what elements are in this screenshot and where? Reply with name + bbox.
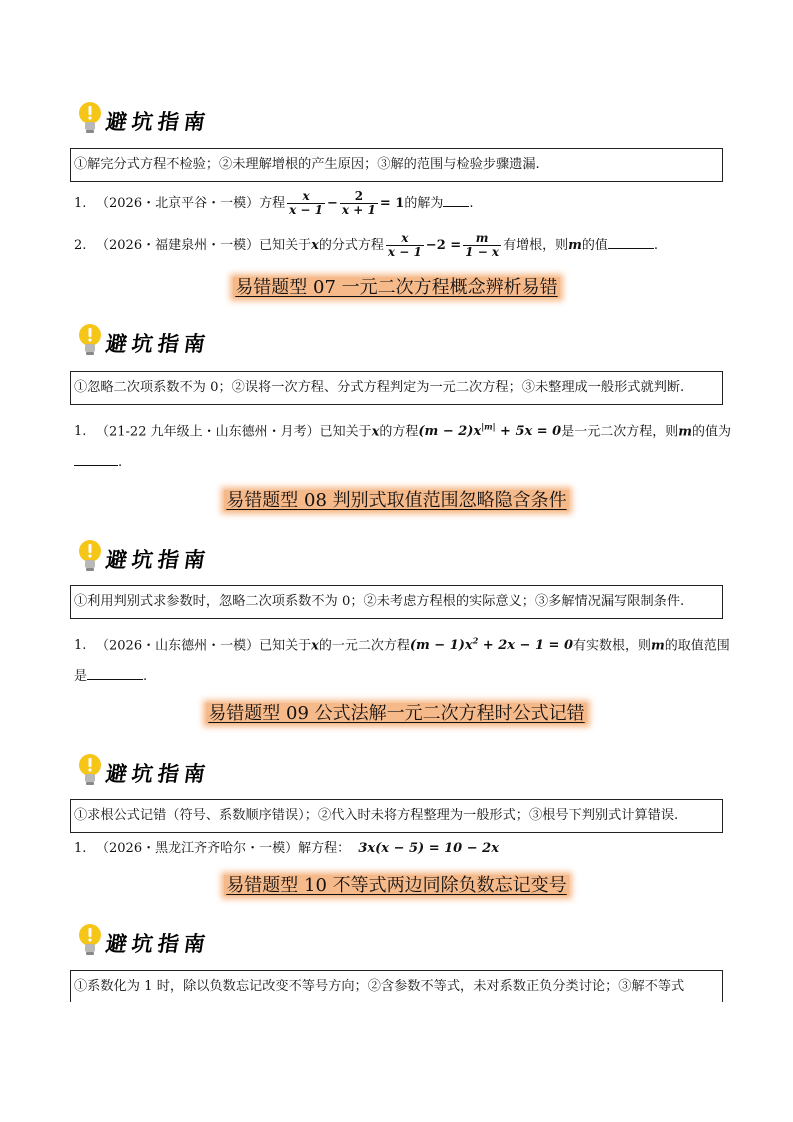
section-heading-08: 易错题型 08 判别式取值范围忽略隐含条件 [226,490,567,511]
guide-label: 避坑指南 [104,931,212,956]
guide-banner [72,100,252,140]
lightbulb-icon [76,752,104,788]
question-1: 1. （2026・北京平谷・一模）方程 $\frac{x}{x - 1}$ − $\frac{2}{x + 1}$ = 1的解为 . [74,189,474,217]
guide-banner [72,322,252,362]
section-heading-09: 易错题型 09 公式法解一元二次方程时公式记错 [208,703,585,724]
guide-label: 避坑指南 [104,761,212,786]
guide-banner [72,922,252,962]
answer-line: 是 . [74,669,148,684]
question-1: 1. （2026・山东德州・一模）已知关于x的一元二次方程$(m - 1)x^2 + 2x - 1 = 0$有实数根，则m的取值范围 [74,636,730,654]
question-1: 1. （21-22 九年级上・山东德州・月考）已知关于x的方程$(m - 2)x^{|m|} + 5x = 0$是一元二次方程，则m的值为 [74,422,732,440]
tips-box: ①解完分式方程不检验；②未理解增根的产生原因；③解的范围与检验步骤遗漏. [70,148,723,182]
guide-label: 避坑指南 [104,331,212,356]
guide-label: 避坑指南 [104,109,212,134]
section-heading-07: 易错题型 07 一元二次方程概念辨析易错 [235,277,558,298]
guide-banner [72,752,252,792]
lightbulb-icon [76,322,104,358]
lightbulb-icon [76,538,104,574]
section-heading-10: 易错题型 10 不等式两边同除负数忘记变号 [226,875,567,896]
tips-box: ①忽略二次项系数不为 0；②误将一次方程、分式方程判定为一元二次方程；③未整理成一般形式就判断. [70,371,723,405]
guide-banner [72,538,252,578]
tips-box: ①利用判别式求参数时，忽略二次项系数不为 0；②未考虑方程根的实际意义；③多解情况漏写限制条件. [70,585,723,619]
tips-box: ①系数化为 1 时，除以负数忘记改变不等号方向；②含参数不等式，未对系数正负分类讨论；③解不等式 [70,970,723,1002]
guide-label: 避坑指南 [104,547,212,572]
lightbulb-icon [76,922,104,958]
tips-box: ①求根公式记错（符号、系数顺序错误）；②代入时未将方程整理为一般形式；③根号下判别式计算错误. [70,799,723,833]
lightbulb-icon [76,100,104,136]
question-2: 2. （2026・福建泉州・一模）已知关于x的分式方程 $\frac{x}{x - 1}$ −2 = $\frac{m}{1 - x}$ 有增根，则m的值 . [74,231,659,259]
question-1: 1. （2026・黑龙江齐齐哈尔・一模）解方程： 3x(x − 5) = 10 − 2x [74,841,499,856]
answer-line: . [74,452,122,474]
